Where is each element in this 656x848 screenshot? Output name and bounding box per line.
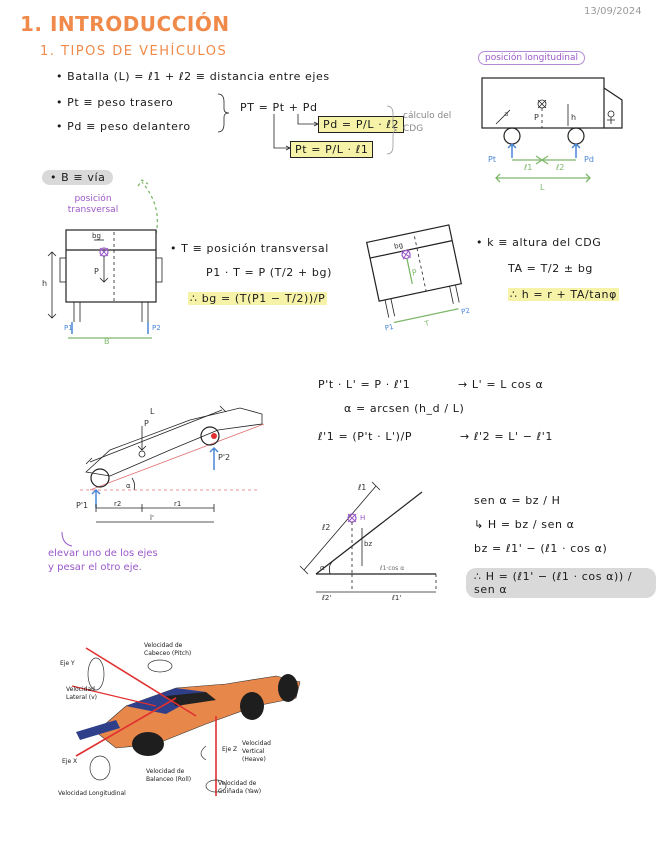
eje-y-label: Eje Y	[60, 660, 75, 667]
svg-text:ℓ1·cos α: ℓ1·cos α	[380, 565, 405, 572]
heave-label: Velocidad Vertical (Heave)	[242, 740, 271, 763]
eje-z-label: Eje Z	[222, 746, 238, 753]
yaw-label: Velocidad de Guiñada (Yaw)	[218, 780, 262, 795]
k-definition: • k ≡ altura del CDG	[476, 236, 602, 249]
svg-text:ℓ1': ℓ1'	[392, 594, 402, 602]
svg-text:P: P	[144, 419, 149, 428]
h-formula: ∴ h = r + TA/tanφ	[510, 288, 617, 301]
lateral-label: Velocidad Lateral (v)	[66, 686, 98, 701]
svg-text:P2: P2	[460, 306, 471, 317]
ramp-eq-1b: → L' = L cos α	[458, 378, 544, 391]
ta-eq: TA = T/2 ± bg	[508, 262, 593, 275]
svg-text:α: α	[126, 482, 131, 490]
svg-text:r1: r1	[174, 500, 182, 508]
pitch-label: Velocidad de Cabeceo (Pitch)	[144, 642, 192, 657]
svg-text:bz: bz	[364, 540, 373, 548]
curved-arrow-icon	[58, 530, 78, 550]
ramp-eq-2: α = arcsen (h_d / L)	[344, 402, 465, 415]
svg-text:h: h	[571, 113, 577, 122]
brace-icon	[214, 92, 234, 134]
svg-text:P1: P1	[384, 322, 395, 333]
svg-text:l': l'	[150, 514, 154, 522]
svg-text:P'1: P'1	[76, 501, 89, 510]
svg-text:T: T	[424, 319, 430, 329]
svg-text:H: H	[360, 514, 366, 522]
longitudinal-label: Velocidad Longitudinal	[58, 790, 126, 797]
brace-right-icon	[385, 104, 399, 156]
svg-text:L: L	[150, 407, 155, 416]
svg-text:B: B	[104, 337, 110, 346]
pt-sum: PT = Pt + Pd	[240, 101, 318, 114]
truck-p: P	[534, 113, 539, 122]
truck-label: posición longitudinal	[478, 51, 585, 65]
svg-text:ℓ2: ℓ2	[322, 523, 331, 532]
svg-text:bg: bg	[393, 241, 404, 251]
pt-definition: • Pt ≡ peso trasero	[56, 96, 174, 109]
svg-text:P: P	[411, 267, 418, 278]
ramp-eq-1: P't · L' = P · ℓ'1	[318, 378, 411, 391]
pd-formula: Pd = P/L · ℓ2	[318, 116, 404, 133]
tilted-diagram	[360, 212, 480, 338]
pt-formula: Pt = P/L · ℓ1	[290, 141, 373, 158]
angle-eq-3: bz = ℓ1' − (ℓ1 · cos α)	[474, 542, 608, 555]
svg-text:a: a	[504, 110, 509, 118]
svg-text:α: α	[320, 564, 325, 572]
bg-formula: ∴ bg = (T(P1 − T/2))/P	[190, 292, 326, 305]
batalla-definition: • Batalla (L) = ℓ1 + ℓ2 ≡ distancia entre ejes	[56, 70, 330, 83]
angle-eq-1: sen α = bz / H	[474, 494, 561, 507]
angle-diagram	[296, 474, 436, 604]
date: 13/09/2024	[584, 6, 642, 17]
svg-text:Pt: Pt	[488, 155, 496, 164]
svg-text:h: h	[42, 279, 48, 288]
ramp-diagram	[50, 380, 270, 530]
truck-diagram	[476, 74, 636, 198]
svg-text:ℓ2: ℓ2	[556, 163, 565, 172]
svg-text:P1: P1	[64, 324, 73, 332]
svg-text:bg: bg	[92, 232, 101, 240]
ramp-eq-3b: → ℓ'2 = L' − ℓ'1	[460, 430, 554, 443]
svg-text:ℓ1: ℓ1	[524, 163, 533, 172]
ramp-note-2: y pesar el otro eje.	[48, 562, 142, 573]
section-title: 1. TIPOS DE VEHÍCULOS	[40, 44, 228, 59]
front-diagram	[38, 222, 168, 346]
page-title: 1. INTRODUCCIÓN	[20, 12, 230, 36]
svg-text:P'2: P'2	[218, 453, 231, 462]
ramp-eq-3: ℓ'1 = (P't · L')/P	[318, 430, 413, 443]
svg-text:L: L	[540, 183, 545, 192]
moment-eq: P1 · T = P (T/2 + bg)	[206, 266, 332, 279]
pd-definition: • Pd ≡ peso delantero	[56, 120, 191, 133]
svg-text:ℓ1: ℓ1	[358, 483, 367, 492]
roll-label: Velocidad de Balanceo (Roll)	[146, 768, 192, 783]
ramp-note-1: elevar uno de los ejes	[48, 548, 158, 559]
calc-note: cálculo del CDG	[403, 111, 452, 134]
svg-text:ℓ2': ℓ2'	[322, 594, 332, 602]
eje-x-label: Eje X	[62, 758, 78, 765]
angle-eq-2: ↳ H = bz / sen α	[474, 518, 575, 531]
svg-text:P2: P2	[152, 324, 161, 332]
svg-text:Pd: Pd	[584, 155, 594, 164]
t-definition: • T ≡ posición transversal	[170, 242, 329, 255]
svg-text:r2: r2	[114, 500, 122, 508]
transversal-label: posición transversal	[67, 194, 119, 215]
svg-text:P: P	[94, 267, 99, 276]
b-via: • B ≡ vía	[42, 170, 113, 185]
angle-eq-4: ∴ H = (ℓ1' − (ℓ1 · cos α)) / sen α	[466, 568, 656, 598]
